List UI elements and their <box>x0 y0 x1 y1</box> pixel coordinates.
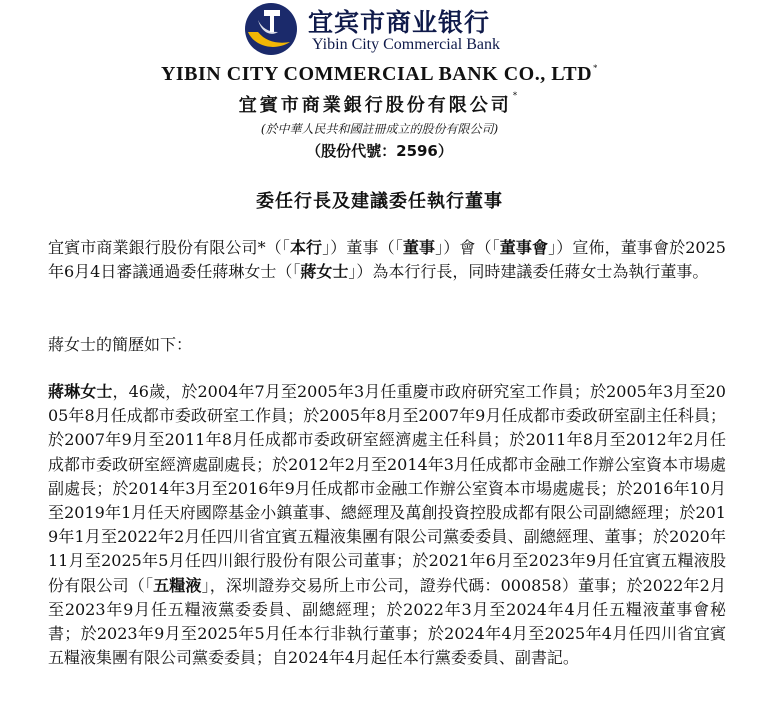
logo-english-name: Yibin City Commercial Bank <box>312 36 500 53</box>
company-name-chinese-text: 宜賓市商業銀行股份有限公司 <box>238 95 512 116</box>
intro-text-4: 」）宣佈，董事會於2025年6月4日審議通過委任蔣琳女士（「 <box>48 238 726 282</box>
defined-term-bank: 本行 <box>289 238 323 257</box>
biography-text-1: ，46歲，於2004年7月至2005年3月任重慶市政府研究室工作員；於2005年3月至2005年8月任成都市委政研室工作員；於2005年8月至2007年9月任成都市委政研室副主任科員；於2007年9月至2011年8月任成都市委政研室經濟處主任科員；於2011年8月至2012年2月任成都市委政研室經濟處副處長；於2012年2月至2014年3月任成都市金融工作辦公室資本市場處副處長；於2014年3月至2016年9月任成都市金融工作辦公室資本市場處處長；於2016年10月至2019年1月任天府國際基金小鎮董事、總經理及萬創投資控股成都有限公司副總經理；於2019年1月至2022年2月任四川省宜賓五糧液集團有限公司黨委委員、副總經理、董事；於2020年11月至2025年5月任四川銀行股份有限公司董事；於2021年6月至2023年9月任宜賓五糧液股份有限公司（「 <box>48 382 726 595</box>
asterisk-mark: * <box>593 63 599 73</box>
intro-text-1: 宜賓市商業銀行股份有限公司*（「 <box>48 238 290 257</box>
company-name-english-text: YIBIN CITY COMMERCIAL BANK CO., LTD <box>160 63 593 85</box>
defined-term-ms-jiang: 蔣女士 <box>300 262 349 282</box>
intro-paragraph <box>48 236 726 284</box>
intro-text-5: 」）為本行行長，同時建議委任蔣女士為執行董事。 <box>348 262 709 282</box>
intro-text-3: 」）會（「 <box>435 238 500 257</box>
biography-heading: 蔣女士的簡歷如下： <box>48 335 193 354</box>
bank-logo <box>0 2 759 62</box>
stock-code: （股份代號：2596） <box>306 142 453 160</box>
biography-text-2: 」，深圳證券交易所上市公司，證券代碼：000858）董事；於2022年2月至2023年9月任五糧液黨委委員、副總經理；於2022年3月至2024年4月任五糧液董事會秘書；於2023年9月至2025年5月任本行非執行董事；於2024年4月至2025年4月任四川省宜賓五糧液集團有限公司黨委委員；自2024年4月起任本行黨委委員、副書記。 <box>48 575 726 668</box>
defined-term-wuliangye: 五糧液 <box>153 575 202 595</box>
intro-text-2: 」）董事（「 <box>322 238 403 257</box>
defined-term-director: 董事 <box>402 238 436 257</box>
asterisk-mark-cn: * <box>512 91 521 101</box>
bank-emblem-icon <box>244 2 298 56</box>
logo-chinese-name: 宜宾市商业银行 <box>308 8 491 37</box>
announcement-title: 委任行長及建議委任執行董事 <box>256 191 503 212</box>
incorporation-note: (於中華人民共和國註冊成立的股份有限公司) <box>260 122 499 136</box>
biography-paragraph <box>48 380 726 670</box>
defined-term-board: 董事會 <box>499 238 549 257</box>
company-name-chinese <box>0 91 759 117</box>
biography-name: 蔣琳女士 <box>48 382 113 401</box>
company-name-english <box>0 63 759 86</box>
